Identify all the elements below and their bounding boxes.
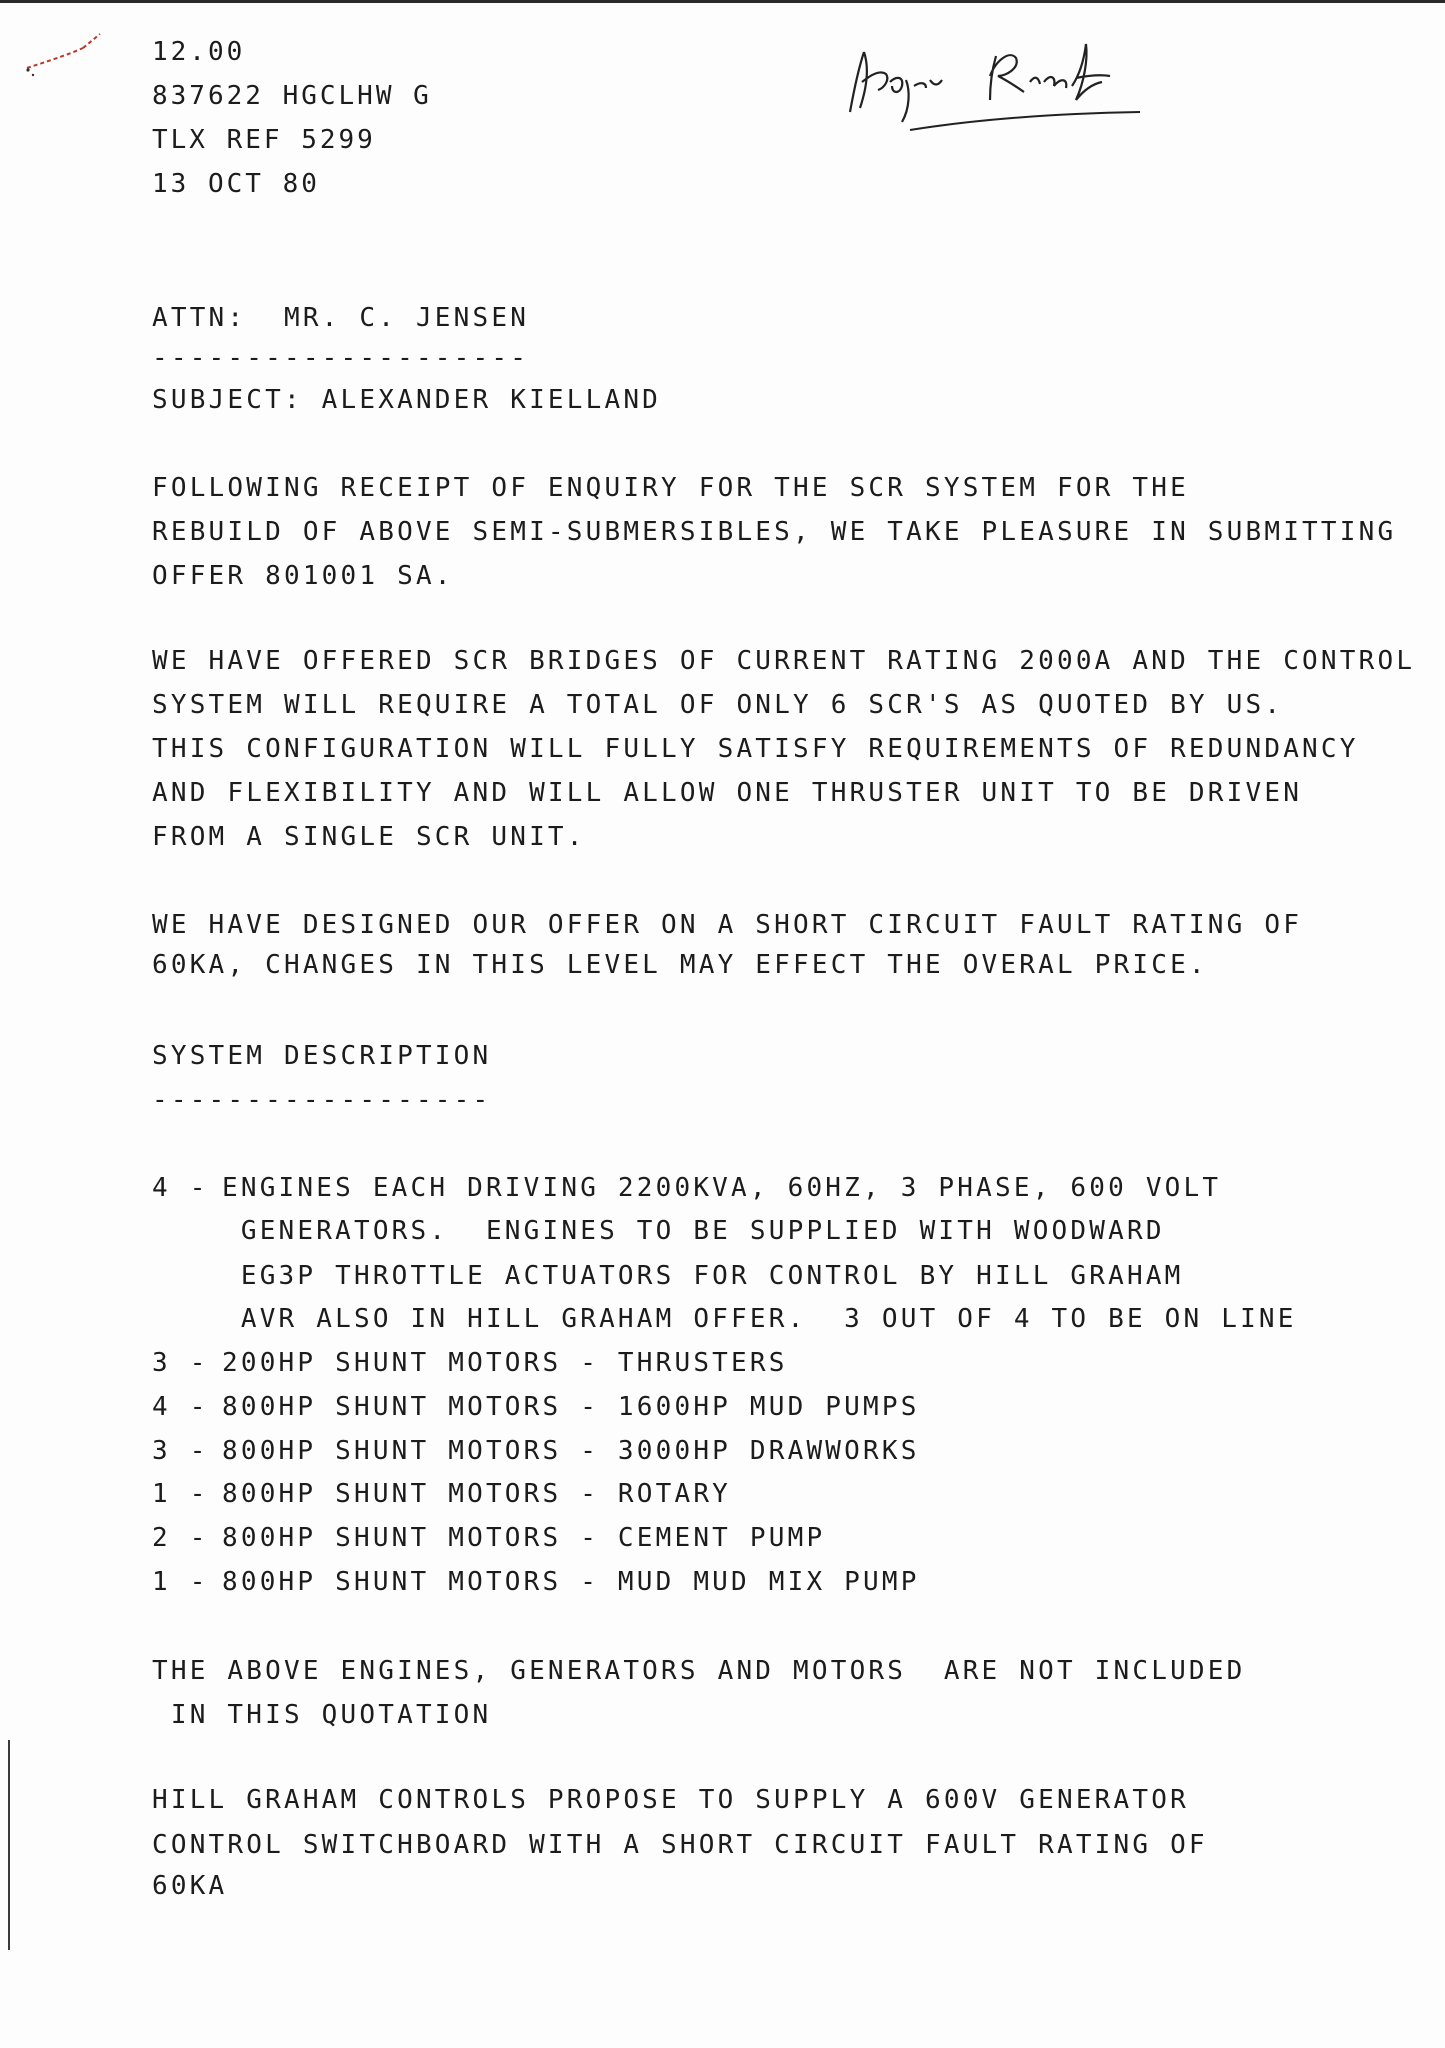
page-top-edge (0, 0, 1445, 11)
para3-line: 60KA, CHANGES IN THIS LEVEL MAY EFFECT THE OVERAL PRICE. (152, 950, 1208, 980)
page-left-edge (8, 1740, 10, 1950)
para2-line: FROM A SINGLE SCR UNIT. (152, 822, 586, 852)
para2-line: WE HAVE OFFERED SCR BRIDGES OF CURRENT RATING 2000A AND THE CONTROL (152, 646, 1416, 676)
item-description: 200HP SHUNT MOTORS - THRUSTERS (222, 1348, 788, 1378)
para5-line: HILL GRAHAM CONTROLS PROPOSE TO SUPPLY A 600V GENERATOR (152, 1785, 1189, 1815)
item-quantity: 2 - (152, 1523, 209, 1553)
section-title: SYSTEM DESCRIPTION (152, 1041, 492, 1071)
item-quantity: 1 - (152, 1479, 209, 1509)
para2-line: SYSTEM WILL REQUIRE A TOTAL OF ONLY 6 SCR'S AS QUOTED BY US. (152, 690, 1284, 720)
telex-time: 12.00 (152, 37, 246, 67)
item-quantity: 1 - (152, 1567, 209, 1597)
attention-line: ATTN: MR. C. JENSEN (152, 303, 530, 333)
para1-line: FOLLOWING RECEIPT OF ENQUIRY FOR THE SCR SYSTEM FOR THE (152, 473, 1189, 503)
item-description: 800HP SHUNT MOTORS - 1600HP MUD PUMPS (222, 1392, 920, 1422)
para2-line: THIS CONFIGURATION WILL FULLY SATISFY REQUIREMENTS OF REDUNDANCY (152, 734, 1359, 764)
item-description: 800HP SHUNT MOTORS - 3000HP DRAWWORKS (222, 1436, 920, 1466)
para1-line: REBUILD OF ABOVE SEMI-SUBMERSIBLES, WE TAKE PLEASURE IN SUBMITTING (152, 517, 1397, 547)
item-quantity: 4 - (152, 1392, 209, 1422)
para4-line: THE ABOVE ENGINES, GENERATORS AND MOTORS ARE NOT INCLUDED (152, 1656, 1246, 1686)
para4-line: IN THIS QUOTATION (152, 1700, 492, 1730)
item-quantity: 4 - (152, 1173, 209, 1203)
item-description: 800HP SHUNT MOTORS - CEMENT PUMP (222, 1523, 826, 1553)
telex-date: 13 OCT 80 (152, 169, 320, 199)
item-description: GENERATORS. ENGINES TO BE SUPPLIED WITH WOODWARD (222, 1216, 1165, 1246)
para3-line: WE HAVE DESIGNED OUR OFFER ON A SHORT CIRCUIT FAULT RATING OF (152, 910, 1303, 940)
section-underline: ------------------ (152, 1085, 492, 1115)
item-description: 800HP SHUNT MOTORS - ROTARY (222, 1479, 732, 1509)
attention-underline: -------------------- (152, 343, 530, 373)
handwritten-signature (840, 30, 1160, 140)
para2-line: AND FLEXIBILITY AND WILL ALLOW ONE THRUSTER UNIT TO BE DRIVEN (152, 778, 1303, 808)
telex-answerback: 837622 HGCLHW G (152, 81, 432, 111)
item-quantity: 3 - (152, 1348, 209, 1378)
item-description: ENGINES EACH DRIVING 2200KVA, 60HZ, 3 PHASE, 600 VOLT (222, 1173, 1222, 1203)
para5-line: 60KA (152, 1871, 228, 1901)
subject-line: SUBJECT: ALEXANDER KIELLAND (152, 385, 662, 415)
item-quantity: 3 - (152, 1436, 209, 1466)
pen-mark-icon (25, 28, 115, 78)
item-description: AVR ALSO IN HILL GRAHAM OFFER. 3 OUT OF 4 TO BE ON LINE (222, 1304, 1297, 1334)
para1-line: OFFER 801001 SA. (152, 561, 454, 591)
item-description: 800HP SHUNT MOTORS - MUD MUD MIX PUMP (222, 1567, 920, 1597)
telex-reference: TLX REF 5299 (152, 125, 376, 155)
para5-line: CONTROL SWITCHBOARD WITH A SHORT CIRCUIT FAULT RATING OF (152, 1830, 1208, 1860)
item-description: EG3P THROTTLE ACTUATORS FOR CONTROL BY HILL GRAHAM (222, 1261, 1184, 1291)
